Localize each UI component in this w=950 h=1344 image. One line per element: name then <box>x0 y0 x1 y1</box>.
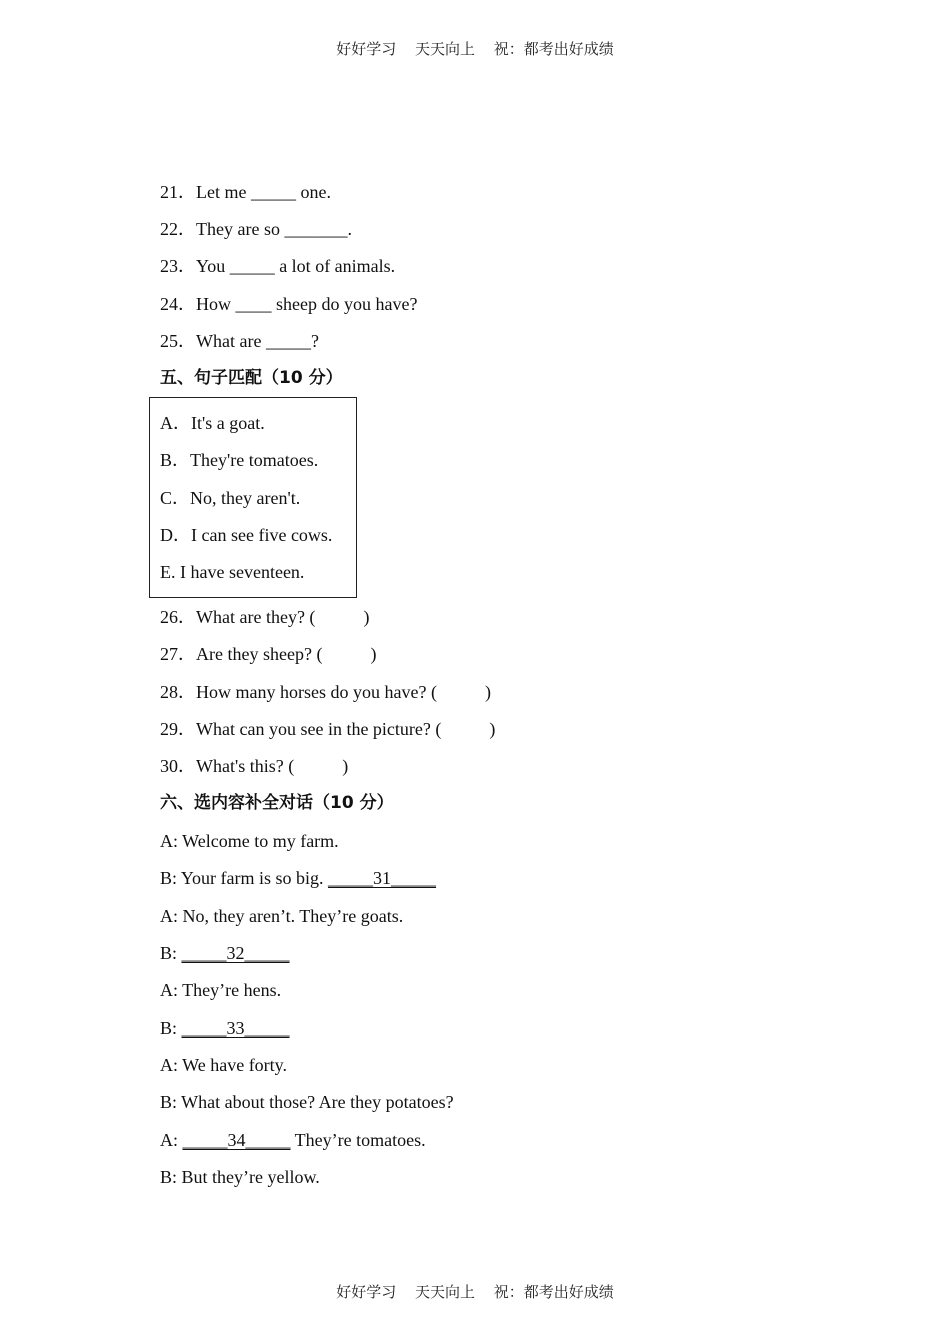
question-27-close: ) <box>370 644 377 664</box>
question-30 <box>160 754 348 778</box>
option-c: C．No, they aren't. <box>160 488 301 508</box>
question-28 <box>160 680 491 704</box>
dialogue-line <box>160 1016 290 1040</box>
question-27 <box>160 642 376 666</box>
dialogue-line <box>160 829 339 853</box>
answer-blank-32: _____32_____ <box>181 943 290 963</box>
dialogue-line <box>160 904 403 928</box>
question-29-close: ) <box>489 719 496 739</box>
dialogue-text: A: We have forty. <box>160 1055 288 1075</box>
question-27-text: 27．Are they sheep? ( <box>160 644 323 664</box>
question-25: 25．What are _____? <box>160 331 319 351</box>
dialogue-text: B: What about those? Are they potatoes? <box>160 1092 454 1112</box>
header-motto-2: 天天向上 <box>414 40 475 58</box>
options-box <box>149 397 357 598</box>
question-22: 22．They are so _______. <box>160 219 352 239</box>
question-24: 24．How ____ sheep do you have? <box>160 294 418 314</box>
question-29 <box>160 717 495 741</box>
option-e: E. I have seventeen. <box>160 562 305 582</box>
section6-title: 六、选内容补全对话（10 分） <box>160 793 394 813</box>
question-23: 23．You _____ a lot of animals. <box>160 256 396 276</box>
page-footer <box>0 1281 950 1302</box>
dialogue-line <box>160 1165 320 1189</box>
question-26-text: 26．What are they? ( <box>160 607 316 627</box>
dialogue-text: B: <box>160 1018 182 1038</box>
answer-blank-34: _____34_____ <box>182 1130 291 1150</box>
dialogue-text: B: Your farm is so big. <box>160 868 329 888</box>
dialogue-text: A: <box>160 1130 183 1150</box>
header-motto-1: 好好学习 <box>336 40 397 58</box>
dialogue-text: A: They’re hens. <box>160 980 282 1000</box>
dialogue-text: B: But they’re yellow. <box>160 1167 320 1187</box>
option-d: D．I can see five cows. <box>160 525 333 545</box>
dialogue-line <box>160 866 436 890</box>
option-b: B．They're tomatoes. <box>160 450 319 470</box>
footer-motto-2: 天天向上 <box>414 1283 475 1301</box>
footer-motto-1: 好好学习 <box>336 1283 397 1301</box>
dialogue-text: B: <box>160 943 182 963</box>
footer-motto-3: 祝：都考出好成绩 <box>493 1283 614 1301</box>
answer-blank-31: _____31_____ <box>328 868 437 888</box>
question-28-close: ) <box>484 682 491 702</box>
question-29-text: 29．What can you see in the picture? ( <box>160 719 442 739</box>
dialogue-line <box>160 1053 287 1077</box>
question-30-text: 30．What's this? ( <box>160 756 295 776</box>
dialogue-text: A: No, they aren’t. They’re goats. <box>160 906 404 926</box>
question-26 <box>160 605 369 629</box>
question-21: 21．Let me _____ one. <box>160 182 331 202</box>
option-a: A．It's a goat. <box>160 413 265 433</box>
page-header <box>0 38 950 59</box>
dialogue-text: They’re tomatoes. <box>290 1130 426 1150</box>
question-26-close: ) <box>363 607 370 627</box>
answer-blank-33: _____33_____ <box>181 1018 290 1038</box>
question-28-text: 28．How many horses do you have? ( <box>160 682 437 702</box>
dialogue-line <box>160 1090 454 1114</box>
header-motto-3: 祝：都考出好成绩 <box>493 40 614 58</box>
question-30-close: ) <box>342 756 349 776</box>
dialogue-line <box>160 1128 426 1152</box>
section5-title: 五、句子匹配（10 分） <box>160 368 343 388</box>
dialogue-text: A: Welcome to my farm. <box>160 831 339 851</box>
dialogue-line <box>160 941 290 965</box>
dialogue-line <box>160 978 281 1002</box>
